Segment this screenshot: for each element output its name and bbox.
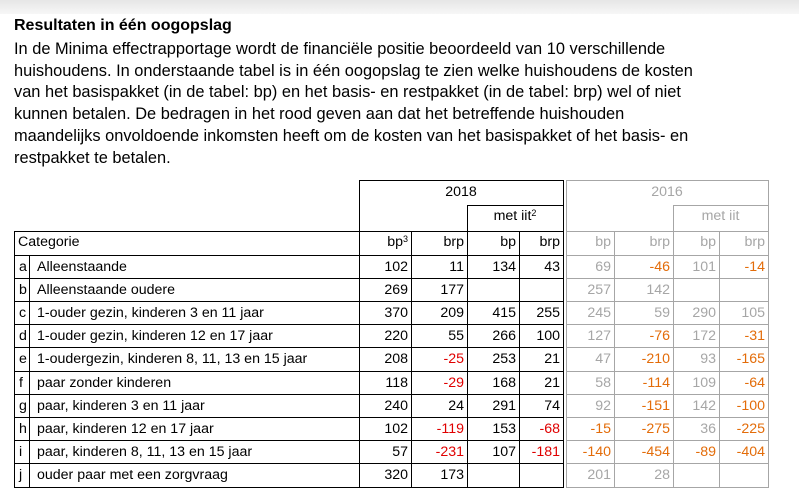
table-cell: 172 — [692, 328, 716, 344]
table-cell: -404 — [736, 444, 765, 460]
table-gridline — [467, 205, 563, 206]
table-cell: -15 — [590, 421, 611, 437]
row-letter: a — [19, 259, 27, 275]
column-header-label: bp — [595, 234, 611, 250]
table-cell: 153 — [492, 421, 516, 437]
intro-line: In de Minima effectrapportage wordt de financiële positie beoordeeld van 10 verschillende — [14, 40, 666, 58]
table-gridline — [566, 324, 768, 325]
table-cell: -25 — [443, 351, 464, 367]
table-cell: -454 — [641, 444, 670, 460]
table-cell: 109 — [692, 375, 716, 391]
table-cell: 100 — [536, 328, 560, 344]
row-letter: c — [19, 305, 27, 321]
table-cell: 47 — [595, 351, 611, 367]
table-cell: 105 — [741, 305, 765, 321]
table-cell: 43 — [544, 259, 560, 275]
table-gridline — [14, 417, 563, 418]
row-category-label: 1-ouder gezin, kinderen 3 en 11 jaar — [37, 305, 264, 321]
year-2018-header: 2018 — [445, 184, 477, 200]
table-top-border-2016 — [566, 180, 768, 181]
table-cell: -100 — [736, 398, 765, 414]
table-gridline — [566, 417, 768, 418]
column-header-label: brp — [649, 234, 670, 250]
row-letter: e — [19, 351, 27, 367]
row-letter: d — [19, 328, 27, 344]
table-cell: -225 — [736, 421, 765, 437]
table-cell: 102 — [384, 421, 408, 437]
row-category-label: 1-oudergezin, kinderen 8, 11, 13 en 15 jaar — [37, 351, 308, 367]
table-gridline — [566, 301, 768, 302]
column-header-bp — [566, 234, 611, 250]
section-heading: Resultaten in één oogopslag — [14, 17, 232, 34]
table-cell: 55 — [448, 328, 464, 344]
category-header: Categorie — [18, 234, 80, 250]
table-cell: 269 — [384, 282, 408, 298]
table-cell: 118 — [385, 375, 408, 391]
column-header-label: bp — [500, 234, 516, 250]
table-cell: 253 — [492, 351, 516, 367]
table-cell: 266 — [492, 328, 516, 344]
table-right-border — [768, 180, 769, 488]
footnote-marker: 3 — [402, 234, 408, 244]
row-letter: j — [19, 467, 23, 483]
table-cell: 208 — [384, 351, 408, 367]
table-cell: 107 — [492, 444, 516, 460]
row-letter: g — [19, 398, 27, 414]
intro-paragraph — [14, 39, 794, 169]
table-gridline — [566, 278, 768, 279]
table-gridline — [14, 463, 563, 464]
table-gridline — [14, 394, 563, 395]
row-category-label: paar, kinderen 3 en 11 jaar — [37, 398, 205, 414]
table-gridline — [14, 278, 563, 279]
table-gridline — [14, 255, 563, 256]
table-cell: 24 — [448, 398, 464, 414]
column-header-brp — [614, 234, 670, 250]
table-cell: -165 — [736, 351, 765, 367]
table-cell: -68 — [539, 421, 560, 437]
table-cell: 168 — [492, 375, 516, 391]
row-category-label: paar zonder kinderen — [37, 375, 172, 391]
row-category-label: Alleenstaande oudere — [37, 282, 176, 298]
table-cell: 21 — [544, 351, 560, 367]
table-gridline — [14, 347, 563, 348]
intro-line: kunnen betalen. De bedragen in het rood geven aan dat het betreffende huishouden — [14, 105, 625, 124]
table-cell: 93 — [700, 351, 716, 367]
table-gridline — [14, 440, 563, 441]
table-gridline — [566, 463, 768, 464]
column-header-label: bp — [387, 234, 403, 250]
table-cell: -46 — [649, 259, 670, 275]
table-gridline — [566, 255, 768, 256]
table-cell: 255 — [536, 305, 560, 321]
column-header-bp — [359, 234, 408, 250]
table-cell: -181 — [531, 444, 560, 460]
footnote-marker: 2 — [531, 208, 537, 218]
table-cell: 28 — [654, 467, 670, 483]
table-cell: 240 — [384, 398, 408, 414]
table-gridline — [566, 371, 768, 372]
column-header-brp — [719, 234, 765, 250]
row-category-label: paar, kinderen 12 en 17 jaar — [37, 421, 214, 437]
row-letter: f — [19, 375, 23, 391]
column-header-label: brp — [744, 234, 765, 250]
met-iit-header-2016: met iit — [701, 208, 740, 224]
table-cell: 290 — [692, 305, 716, 321]
table-cell: 370 — [384, 305, 408, 321]
table-cell: -29 — [443, 375, 464, 391]
table-cell: 102 — [384, 259, 408, 275]
table-cell: -119 — [436, 421, 464, 437]
column-header-label: brp — [539, 234, 560, 250]
table-cell: 142 — [646, 282, 670, 298]
intro-line: huishoudens. In onderstaande tabel is in één oogopslag te zien welke huishoudens de kosten — [14, 61, 693, 80]
column-header-label: brp — [443, 234, 464, 250]
table-cell: -210 — [641, 351, 670, 367]
table-cell: 36 — [700, 421, 716, 437]
table-cell: -14 — [744, 259, 765, 275]
table-cell: -151 — [641, 398, 670, 414]
table-gridline — [566, 487, 768, 488]
met-iit-label: met iit — [493, 208, 532, 224]
column-header-bp — [673, 234, 716, 250]
table-cell: -76 — [649, 328, 670, 344]
row-letter: b — [19, 282, 27, 298]
table-cell: 134 — [492, 259, 516, 275]
column-header-brp — [411, 234, 464, 250]
table-cell: 320 — [384, 467, 408, 483]
row-category-label: 1-ouder gezin, kinderen 12 en 17 jaar — [37, 328, 273, 344]
table-cell: 142 — [692, 398, 716, 414]
table-cell: 257 — [587, 282, 611, 298]
table-gridline — [673, 205, 768, 206]
table-cell: 177 — [440, 282, 464, 298]
table-cell: 127 — [587, 328, 611, 344]
row-letter: i — [19, 444, 23, 460]
year-2016-header: 2016 — [651, 184, 683, 200]
table-gridline — [14, 487, 563, 488]
table-cell: -275 — [641, 421, 670, 437]
table-cell: 58 — [595, 375, 611, 391]
table-cell: 245 — [587, 305, 611, 321]
table-gridline — [566, 231, 768, 232]
column-header-bp — [467, 234, 516, 250]
intro-line: van het basispakket (in de tabel: bp) en het basis- en restpakket (in de tabel: brp) wel of niet — [14, 83, 681, 102]
column-header-brp — [519, 234, 560, 250]
table-cell: 11 — [449, 259, 464, 275]
table-cell: 69 — [595, 259, 611, 275]
table-gridline — [566, 347, 768, 348]
table-cell: 201 — [587, 467, 611, 483]
row-category-label: ouder paar met een zorgvraag — [37, 467, 228, 483]
table-cell: 74 — [544, 398, 560, 414]
table-cell: -64 — [744, 375, 765, 391]
row-category-label: Alleenstaande — [37, 259, 127, 275]
table-gridline — [566, 394, 768, 395]
table-divider-2018 — [563, 180, 564, 488]
table-cell: 21 — [544, 375, 560, 391]
table-cell: -89 — [695, 444, 716, 460]
met-iit-header-2018 — [467, 208, 563, 224]
table-gridline — [29, 255, 30, 488]
table-gridline — [566, 440, 768, 441]
table-cell: 209 — [440, 305, 464, 321]
column-header-label: bp — [700, 234, 716, 250]
intro-line: maandelijks onvoldoende inkomsten heeft om de kosten van het basispakket of het basis- en — [14, 126, 689, 145]
table-cell: 57 — [392, 444, 408, 460]
table-gridline — [14, 324, 563, 325]
row-category-label: paar, kinderen 8, 11, 13 en 15 jaar — [37, 444, 253, 460]
table-cell: 415 — [492, 305, 516, 321]
table-gridline — [14, 301, 563, 302]
table-cell: 92 — [595, 398, 611, 414]
table-gridline — [14, 371, 563, 372]
table-cell: 173 — [440, 467, 464, 483]
intro-line: restpakket te betalen. — [14, 148, 171, 167]
table-cell: -140 — [582, 444, 611, 460]
table-cell: 59 — [654, 305, 670, 321]
top-bar — [0, 0, 799, 14]
table-cell: 220 — [384, 328, 408, 344]
table-cell: -31 — [744, 328, 765, 344]
table-cell: -114 — [642, 375, 670, 391]
row-letter: h — [19, 421, 27, 437]
table-cell: 101 — [692, 259, 716, 275]
table-header-rule — [14, 231, 563, 232]
table-cell: -231 — [435, 444, 464, 460]
table-top-border — [359, 180, 563, 181]
table-cell: 291 — [492, 398, 516, 414]
table-left-border — [14, 231, 15, 488]
